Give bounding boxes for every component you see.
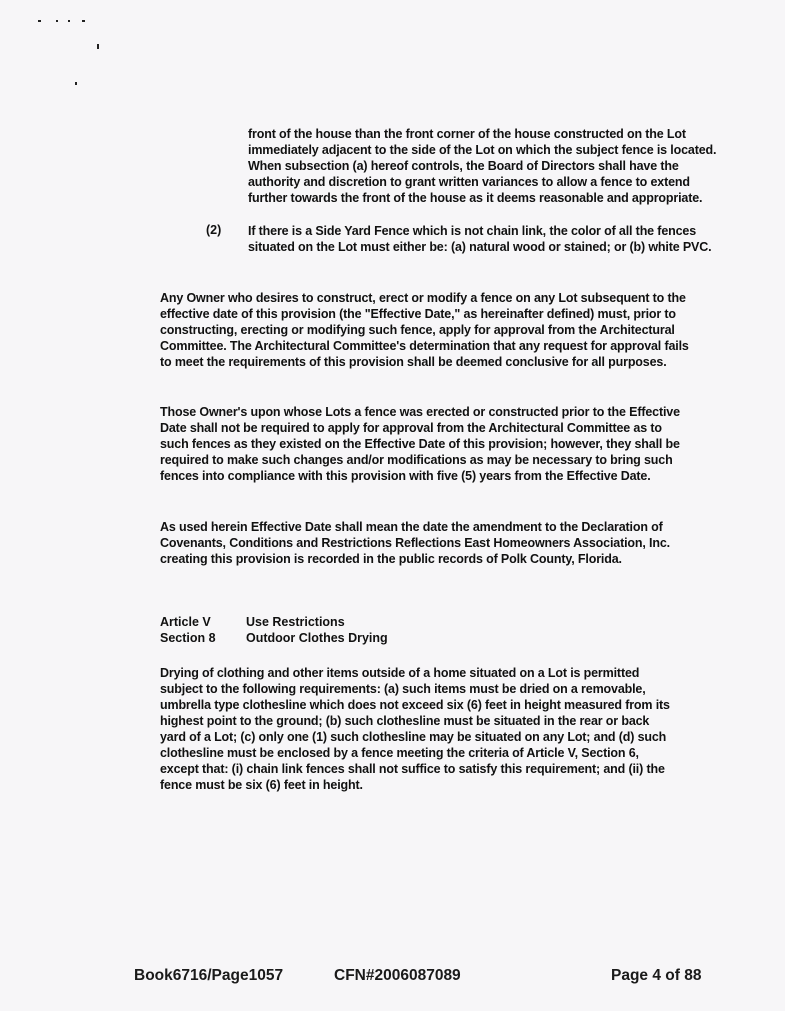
scan-speck <box>75 82 77 85</box>
scan-speck <box>56 20 58 22</box>
article-heading <box>160 615 345 629</box>
section-heading <box>160 631 388 645</box>
article-title: Use Restrictions <box>246 615 345 629</box>
footer-book-page: Book6716/Page1057 <box>134 967 284 984</box>
item-text: If there is a Side Yard Fence which is not chain link, the color of all the fences situated on the Lot must either be: (a) natural wood or stained; or (b) white PVC. <box>248 224 712 254</box>
paragraph-approval: Any Owner who desires to construct, erect or modify a fence on any Lot subsequent to the effective date of this provision (the "Effective Date," as hereinafter defined) must, prior to constructing, erecting or modifying such fence, apply for approval from the Architectural Committee. The Architectural Committee's determination that any request for approval fails to meet the requirements of this provision shall be deemed conclusive for all purposes. <box>160 291 689 369</box>
article-label: Article V <box>160 615 211 629</box>
clause-continuation: front of the house than the front corner of the house constructed on the Lot immediately adjacent to the side of the Lot on which the subject fence is located. When subsection (a) hereof controls, the Board of Directors shall have the authority and discretion to grant written variances to allow a fence to extend further towards the front of the house as it deems reasonable and appropriate. <box>248 127 717 205</box>
section-title: Outdoor Clothes Drying <box>246 631 388 645</box>
paragraph-effective-date: As used herein Effective Date shall mean the date the amendment to the Declaration of Covenants, Conditions and Restrictions Reflections East Homeowners Association, Inc. creating this provision is recorded in the public records of Polk County, Florida. <box>160 520 670 566</box>
footer-cfn: CFN#2006087089 <box>334 967 461 984</box>
scan-speck <box>68 20 70 22</box>
item-number: (2) <box>206 223 222 237</box>
scan-speck <box>82 20 85 22</box>
section-label: Section 8 <box>160 631 216 645</box>
paragraph-clothes-drying: Drying of clothing and other items outside of a home situated on a Lot is permitted subject to the following requirements: (a) such items must be dried on a removable, umbrella type clothesline which does not exceed six (6) feet in height measured from its highest point to the ground; (b) such clothesline must be situated in the rear or back yard of a Lot; (c) only one (1) such clothesline may be situated on any Lot; and (d) such clothesline must be enclosed by a fence meeting the criteria of Article V, Section 6, except that: (i) chain link fences shall not suffice to satisfy this requirement; and (ii) the fence must be six (6) feet in height. <box>160 666 670 792</box>
footer-page-number: Page 4 of 88 <box>611 967 702 984</box>
scan-speck <box>38 20 41 22</box>
paragraph-existing-fences: Those Owner's upon whose Lots a fence was erected or constructed prior to the Effective Date shall not be required to apply for approval from the Architectural Committee as to such fences as they existed on the Effective Date of this provision; however, they shall be required to make such changes and/or modifications as may be necessary to bring such fences into compliance with this provision with five (5) years from the Effective Date. <box>160 405 680 483</box>
scan-speck <box>97 44 99 49</box>
